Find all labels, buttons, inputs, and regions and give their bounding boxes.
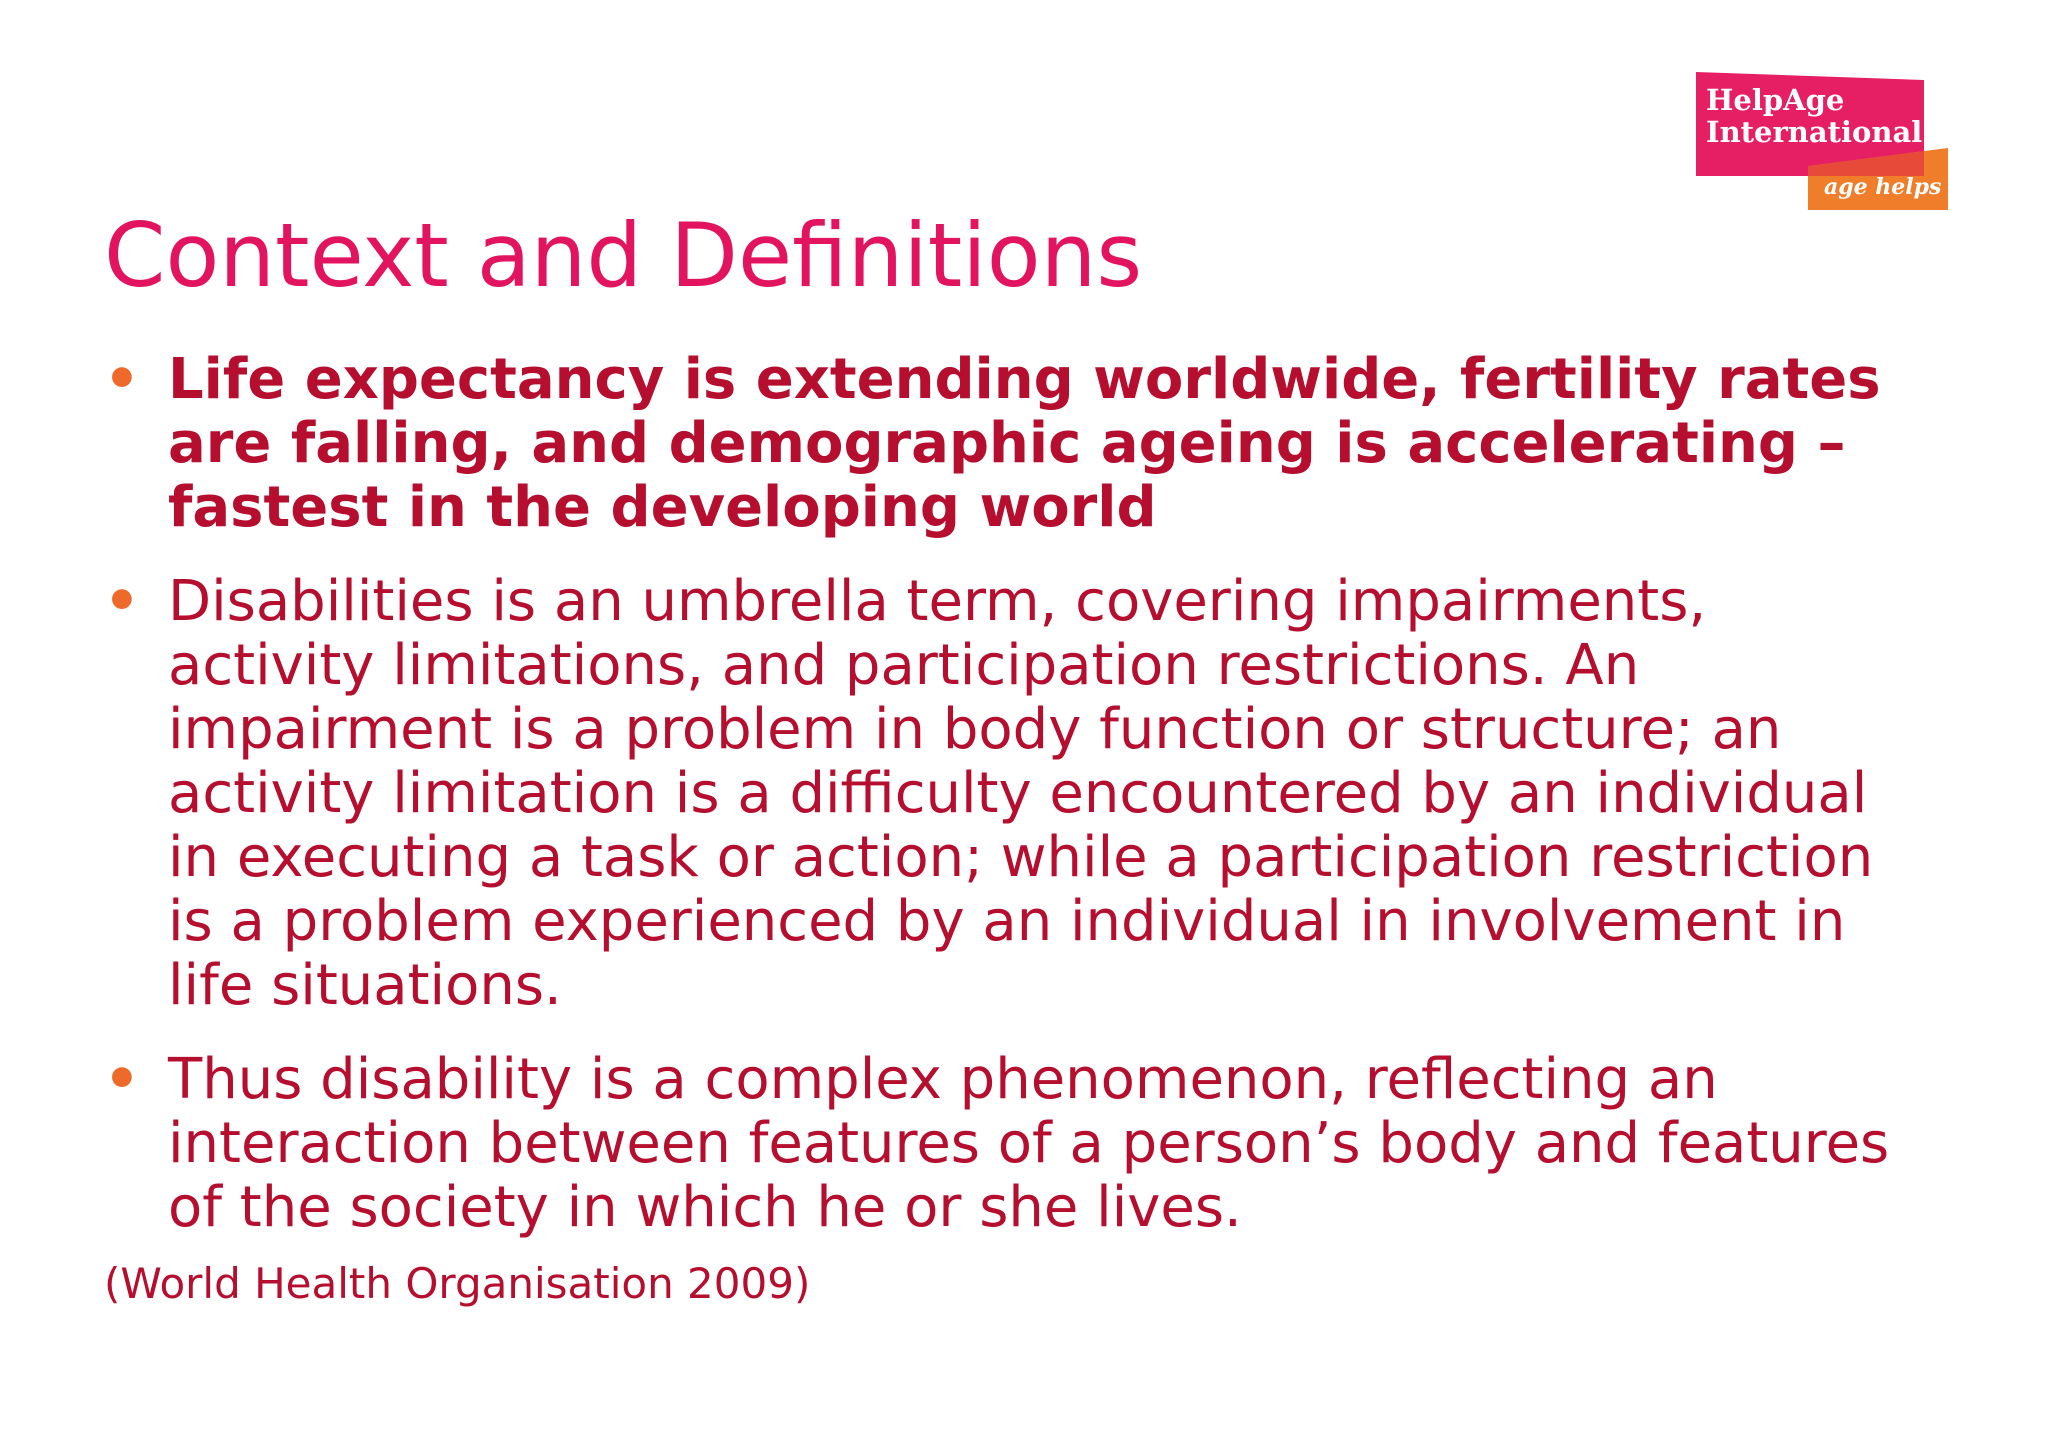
bullet-text-line: life situations. [168, 953, 562, 1018]
bullet-marker: • [104, 1047, 140, 1112]
logo-line1: HelpAge [1706, 83, 1845, 117]
bullet-text-line: fastest in the developing world [168, 475, 1157, 540]
bullet-text-line: are falling, and demographic ageing is accelerating – [168, 411, 1846, 476]
bullet-text-line: Thus disability is a complex phenomenon, reflecting an [168, 1047, 1718, 1112]
bullet-text-line: Disabilities is an umbrella term, covering impairments, [168, 569, 1707, 634]
bullet-text-line: is a problem experienced by an individual in involvement in [168, 889, 1846, 954]
bullet-marker: • [104, 347, 140, 412]
bullet-marker: • [104, 569, 140, 634]
bullet-text-line: in executing a task or action; while a participation restriction [168, 825, 1874, 890]
bullet-text-line: activity limitations, and participation restrictions. An [168, 633, 1640, 698]
bullet-text-line: of the society in which he or she lives. [168, 1175, 1242, 1240]
bullet-list [104, 348, 1984, 1240]
bullet-text-line: activity limitation is a difficulty encountered by an individual [168, 761, 1868, 826]
source-citation: (World Health Organisation 2009) [104, 1259, 811, 1308]
bullet-text-line: Life expectancy is extending worldwide, fertility rates [168, 347, 1881, 412]
bullet-text-line: impairment is a problem in body function or structure; an [168, 697, 1782, 762]
logo-tagline: age helps [1824, 174, 1942, 200]
helpage-logo [1696, 70, 1952, 210]
bullet-item [104, 1048, 1984, 1240]
bullet-item [104, 348, 1984, 540]
logo-line2: International [1706, 115, 1923, 149]
helpage-logo-graphic [1696, 70, 1952, 210]
slide-title: Context and Definitions [104, 204, 1143, 307]
bullet-text-line: interaction between features of a person’s body and features [168, 1111, 1890, 1176]
bullet-item [104, 570, 1984, 1018]
